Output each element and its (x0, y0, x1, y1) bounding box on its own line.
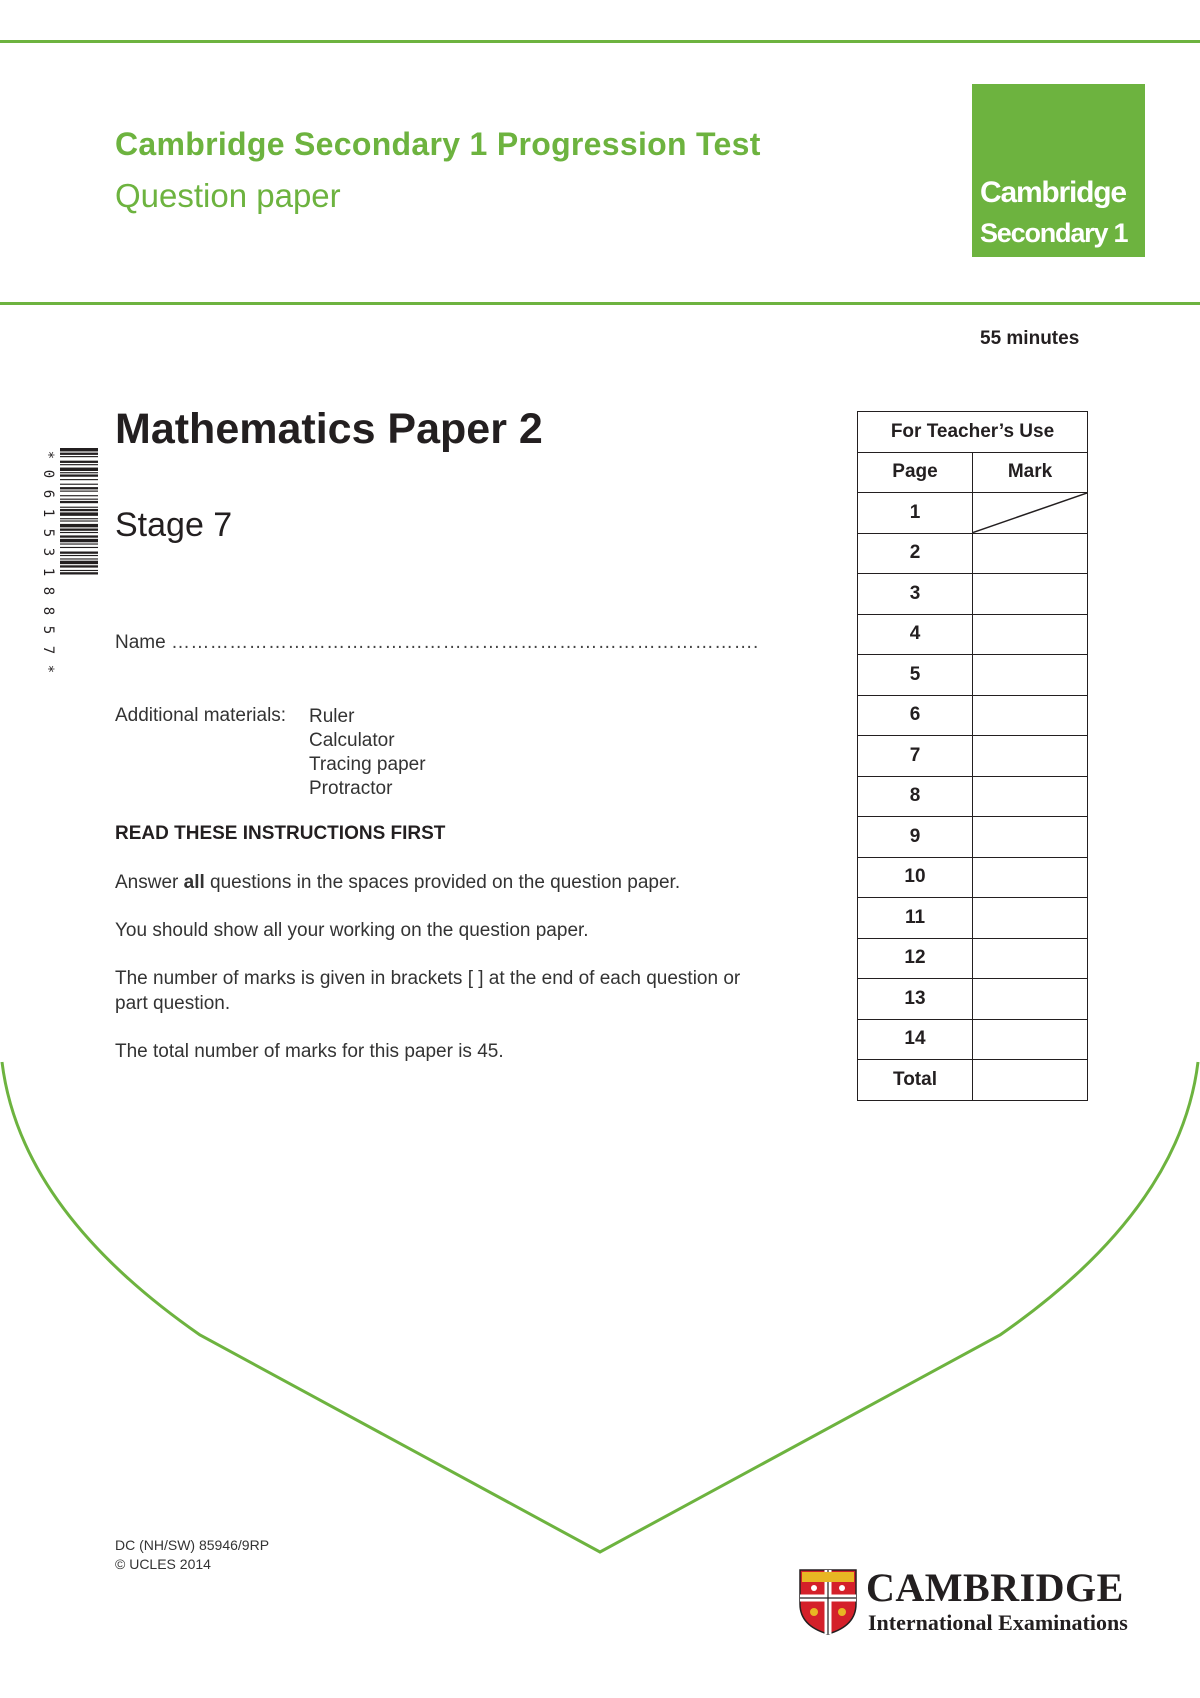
barcode-digit: 5 (40, 528, 56, 538)
mark-cell (973, 979, 1088, 1020)
material-item: Ruler (309, 706, 355, 727)
barcode-bar (60, 495, 98, 496)
barcode-digit: 1 (40, 567, 56, 576)
total-label: Total (858, 1060, 973, 1101)
barcode-bar (60, 570, 98, 571)
cie-name: CAMBRIDGE (866, 1565, 1124, 1610)
barcode-digit: 3 (40, 548, 56, 557)
material-item: Tracing paper (309, 754, 426, 775)
name-label: Name (115, 632, 166, 653)
barcode-digit: 1 (40, 509, 56, 518)
page-number: 14 (858, 1019, 973, 1060)
instruction-1-start: Answer (115, 872, 184, 893)
page-number: 10 (858, 857, 973, 898)
header-bottom-rule (0, 302, 1200, 305)
barcode-bar (60, 552, 98, 554)
footer-reference (115, 1536, 269, 1574)
page-number: 13 (858, 979, 973, 1020)
barcode-bar (60, 561, 98, 564)
table-row (858, 655, 1088, 696)
table-row (858, 493, 1088, 534)
barcode-bar (60, 456, 98, 457)
page-number: 4 (858, 614, 973, 655)
barcode-bar (60, 472, 98, 473)
table-row (858, 574, 1088, 615)
barcode-bar (60, 565, 98, 567)
barcode-bar (60, 524, 98, 527)
mark-cell (973, 1019, 1088, 1060)
mark-cell (973, 857, 1088, 898)
page-number: 11 (858, 898, 973, 939)
logo-line-2: Secondary 1 (980, 218, 1128, 248)
table-row (858, 898, 1088, 939)
barcode-bar (60, 487, 98, 489)
table-title: For Teacher’s Use (858, 412, 1088, 453)
page-number: 8 (858, 776, 973, 817)
instruction-4: The total number of marks for this paper is 45. (115, 1041, 504, 1062)
page-number: 1 (858, 493, 973, 534)
barcode-bar (60, 453, 98, 455)
copyright: © UCLES 2014 (115, 1556, 211, 1572)
top-rule (0, 40, 1200, 43)
barcode-bar (60, 532, 98, 533)
page-number: 2 (858, 533, 973, 574)
series-title: Cambridge Secondary 1 Progression Test (115, 126, 761, 162)
page-number: 6 (858, 695, 973, 736)
instruction-3: The number of marks is given in brackets [ ] at the end of each question or part question. (115, 968, 741, 1014)
barcode-bar (60, 499, 98, 500)
mark-cell (973, 776, 1088, 817)
material-item: Calculator (309, 730, 395, 751)
column-header-mark: Mark (973, 452, 1088, 493)
series-subtitle: Question paper (115, 177, 341, 214)
table-row (858, 938, 1088, 979)
table-body (858, 493, 1088, 1060)
barcode-bar (60, 555, 98, 556)
barcode-digits (40, 448, 56, 676)
barcode-bar (60, 539, 98, 542)
barcode-bar (60, 507, 98, 508)
materials-label: Additional materials: (115, 705, 287, 726)
page-number: 9 (858, 817, 973, 858)
table-row (858, 776, 1088, 817)
page-number: 5 (858, 655, 973, 696)
barcode-bar (60, 501, 98, 503)
barcode-bar (60, 529, 98, 531)
paper-title: Mathematics Paper 2 (115, 405, 543, 453)
column-header-page: Page (858, 452, 973, 493)
table-header-row (858, 452, 1088, 493)
barcode-bar (60, 518, 98, 519)
table-row (858, 857, 1088, 898)
crossed-out-line (973, 493, 1087, 533)
table-row (858, 979, 1088, 1020)
cie-subtitle: International Examinations (868, 1610, 1128, 1635)
barcode-bar (60, 491, 98, 492)
mark-cell (973, 898, 1088, 939)
mark-cell (973, 574, 1088, 615)
mark-cell (973, 938, 1088, 979)
mark-cell (973, 655, 1088, 696)
barcode-bar (60, 461, 98, 463)
barcode-digit: * (40, 664, 56, 674)
instruction-1-emphasis: all (183, 872, 205, 893)
table-row (858, 695, 1088, 736)
mark-cell (973, 817, 1088, 858)
barcode-digit: 5 (40, 625, 56, 635)
table-row (858, 736, 1088, 777)
mark-cell (973, 493, 1088, 534)
instruction-1-end: questions in the spaces provided on the question paper. (204, 872, 681, 893)
page-number: 7 (858, 736, 973, 777)
barcode-bars (60, 448, 98, 676)
instruction-1 (115, 870, 775, 895)
barcode-digit: * (40, 450, 56, 460)
barcode-digit: 6 (40, 489, 56, 499)
name-dotted-line[interactable]: ………………………………………………………………………………. (170, 632, 759, 653)
table-row (858, 1019, 1088, 1060)
barcode (38, 448, 100, 676)
barcode-digit: 0 (40, 470, 56, 479)
barcode-bar (60, 535, 98, 537)
crest-icon (798, 1568, 858, 1636)
mark-cell (973, 533, 1088, 574)
logo-line-1: Cambridge (980, 176, 1126, 209)
duration: 55 minutes (980, 328, 1080, 349)
barcode-bar (60, 572, 98, 574)
mark-cell (973, 695, 1088, 736)
barcode-bar (60, 558, 98, 559)
teachers-use-table (857, 411, 1088, 1101)
barcode-digit: 7 (40, 645, 56, 654)
barcode-bar (60, 547, 98, 548)
page-number: 12 (858, 938, 973, 979)
page-number: 3 (858, 574, 973, 615)
barcode-bar (60, 509, 98, 511)
document-code: DC (NH/SW) 85946/9RP (115, 1537, 270, 1553)
barcode-bar (60, 479, 98, 480)
barcode-bar (60, 484, 98, 485)
barcode-digit: 8 (40, 586, 56, 596)
materials-list (309, 705, 426, 801)
mark-cell (973, 614, 1088, 655)
instructions-heading: READ THESE INSTRUCTIONS FIRST (115, 823, 446, 844)
barcode-bar (60, 468, 98, 471)
stage-label: Stage 7 (115, 506, 233, 544)
cambridge-international-logo (798, 1566, 1148, 1638)
material-item: Protractor (309, 778, 393, 799)
cambridge-secondary-logo (972, 84, 1145, 257)
table-total-row (858, 1060, 1088, 1101)
instruction-2: You should show all your working on the question paper. (115, 920, 589, 941)
barcode-bar (60, 448, 98, 451)
barcode-bar (60, 474, 98, 476)
table-title-row (858, 412, 1088, 453)
name-field[interactable] (115, 632, 759, 654)
barcode-bar (60, 520, 98, 521)
mark-cell (973, 736, 1088, 777)
table-row (858, 533, 1088, 574)
barcode-bar (60, 464, 98, 465)
barcode-bar (60, 543, 98, 544)
total-mark-cell (973, 1060, 1088, 1101)
barcode-digit: 8 (40, 606, 56, 615)
table-row (858, 817, 1088, 858)
barcode-bar (60, 512, 98, 515)
table-row (858, 614, 1088, 655)
